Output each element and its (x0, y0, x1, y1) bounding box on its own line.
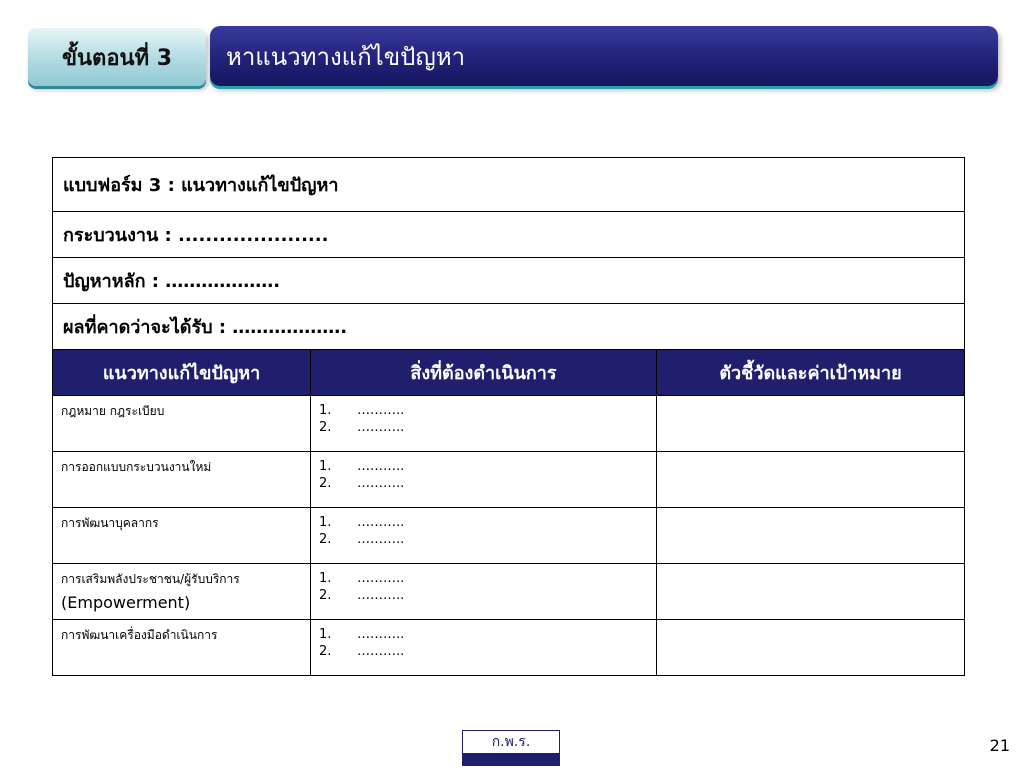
page-title: หาแนวทางแก้ไขปัญหา (226, 42, 466, 71)
actions-cell (311, 564, 657, 620)
action-number: 1. (319, 403, 332, 418)
solution-label: การพัฒนาบุคลากร (61, 516, 159, 530)
action-text: ……….. (357, 403, 405, 418)
problem-row (53, 258, 965, 304)
step-label: ขั้นตอนที่ 3 (61, 45, 173, 71)
logo-strip (463, 753, 559, 765)
kpi-cell (657, 620, 965, 676)
logo-text: ก.พ.ร. (491, 734, 531, 750)
actions-cell (311, 508, 657, 564)
kpi-cell (657, 564, 965, 620)
solution-cell (53, 452, 311, 508)
actions-cell (311, 396, 657, 452)
action-number: 2. (319, 420, 332, 435)
column-header-row (53, 350, 965, 396)
table-row (53, 564, 965, 620)
action-number: 1. (319, 515, 332, 530)
kpi-cell (657, 396, 965, 452)
expected-result-label: ผลที่คาดว่าจะได้รับ : ………………. (53, 304, 965, 350)
action-item (319, 643, 648, 660)
solution-label: การพัฒนาเครื่องมือดำเนินการ (61, 628, 218, 642)
action-text: ……….. (357, 476, 405, 491)
solution-cell (53, 564, 311, 620)
action-item (319, 626, 648, 643)
kpi-cell (657, 508, 965, 564)
action-text: ……….. (357, 644, 405, 659)
solution-sublabel: (Empowerment) (61, 593, 191, 612)
solution-label: การออกแบบกระบวนงานใหม่ (61, 460, 212, 474)
action-number: 1. (319, 459, 332, 474)
table-row (53, 452, 965, 508)
actions-cell (311, 452, 657, 508)
table-row (53, 508, 965, 564)
action-number: 1. (319, 571, 332, 586)
form-title-row (53, 158, 965, 212)
action-item (319, 475, 648, 492)
action-item (319, 531, 648, 548)
action-text: ……….. (357, 532, 405, 547)
action-item (319, 587, 648, 604)
process-label: กระบวนงาน : ...................... (53, 212, 965, 258)
action-text: ……….. (357, 627, 405, 642)
solution-label: การเสริมพลังประชาชน/ผู้รับบริการ (61, 572, 240, 586)
actions-cell (311, 620, 657, 676)
action-text: ……….. (357, 571, 405, 586)
solution-form-table (52, 157, 965, 676)
action-item (319, 402, 648, 419)
title-bar (210, 26, 998, 86)
table-row (53, 620, 965, 676)
kpi-cell (657, 452, 965, 508)
expected-result-row (53, 304, 965, 350)
action-number: 1. (319, 627, 332, 642)
action-item (319, 458, 648, 475)
ocsc-logo (462, 730, 560, 766)
step-badge (28, 28, 206, 86)
solution-cell (53, 396, 311, 452)
solution-label: กฎหมาย กฎระเบียบ (61, 404, 165, 418)
action-text: ……….. (357, 459, 405, 474)
action-item (319, 514, 648, 531)
solution-cell (53, 620, 311, 676)
form-title: แบบฟอร์ม 3 : แนวทางแก้ไขปัญหา (53, 158, 965, 212)
problem-label: ปัญหาหลัก : ………………. (53, 258, 965, 304)
column-header-actions: สิ่งที่ต้องดำเนินการ (311, 350, 657, 396)
process-row (53, 212, 965, 258)
action-number: 2. (319, 644, 332, 659)
action-number: 2. (319, 588, 332, 603)
solution-rows (53, 396, 965, 676)
action-text: ……….. (357, 420, 405, 435)
action-item (319, 419, 648, 436)
table-row (53, 396, 965, 452)
action-item (319, 570, 648, 587)
action-number: 2. (319, 532, 332, 547)
page-number: 21 (989, 736, 1010, 755)
column-header-kpi: ตัวชี้วัดและค่าเป้าหมาย (657, 350, 965, 396)
action-text: ……….. (357, 588, 405, 603)
solution-cell (53, 508, 311, 564)
column-header-solution: แนวทางแก้ไขปัญหา (53, 350, 311, 396)
action-number: 2. (319, 476, 332, 491)
action-text: ……….. (357, 515, 405, 530)
